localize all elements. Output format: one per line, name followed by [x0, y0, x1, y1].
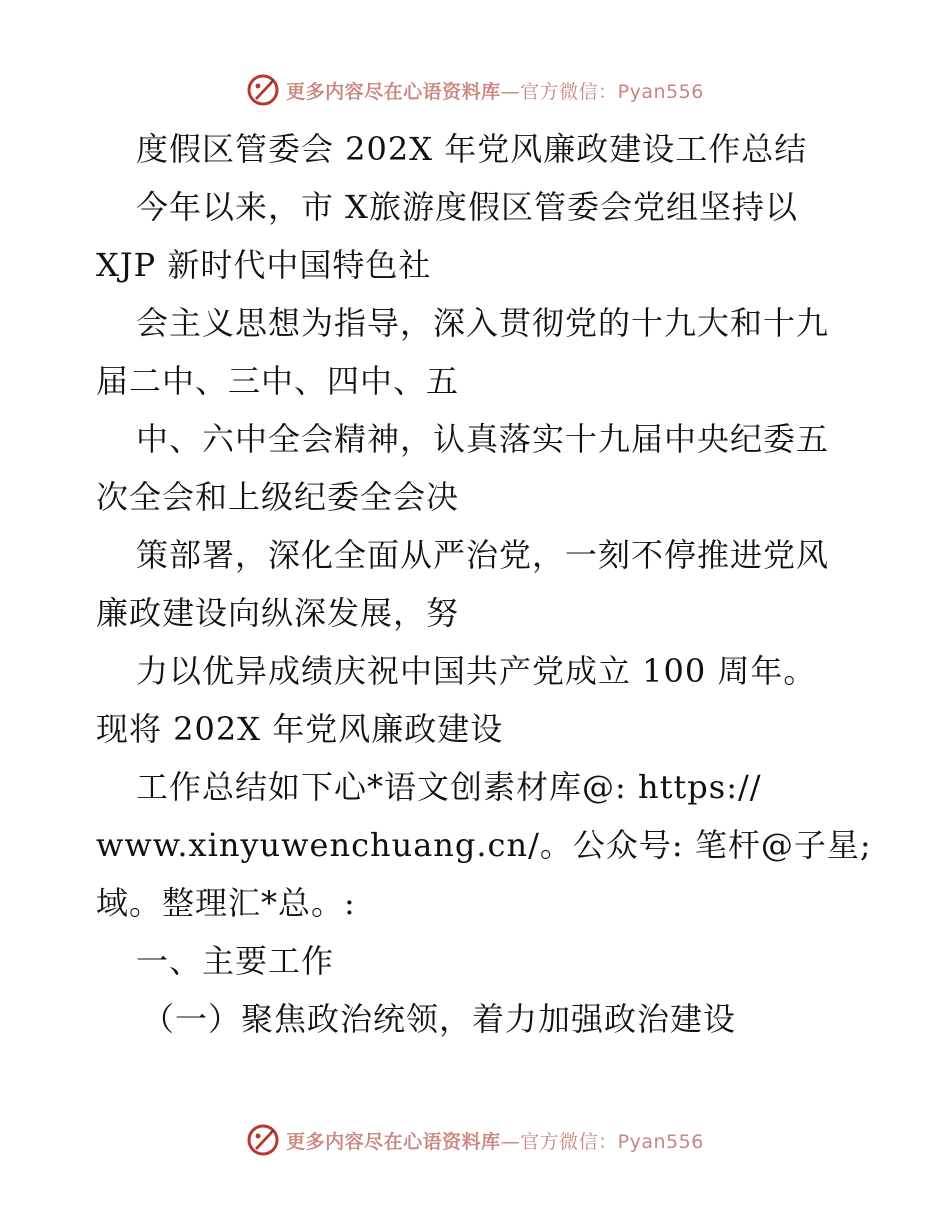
text-line: XJP 新时代中国特色社 [96, 246, 432, 284]
text-line: 现将 202X 年党风廉政建设 [96, 710, 504, 748]
text-line: 会主义思想为指导，深入贯彻党的十九大和十九 [136, 304, 830, 342]
watermark-banner-bottom [0, 1120, 950, 1160]
quill-pen-circle-icon [246, 73, 280, 107]
quill-pen-circle-icon [246, 1123, 280, 1157]
text-line: 一、主要工作 [136, 942, 335, 980]
watermark-text: 更多内容尽在心语资料库—官方微信：Pyan556 [286, 80, 704, 103]
text-line: www.xinyuwenchuang.cn/。公众号: 笔杆@子星; [96, 826, 872, 864]
text-line: 中、六中全会精神，认真落实十九届中央纪委五 [136, 420, 830, 458]
text-line: 今年以来，市 X旅游度假区管委会党组坚持以 [136, 188, 798, 226]
text-line: 策部署，深化全面从严治党，一刻不停推进党风 [136, 536, 830, 574]
text-line: 度假区管委会 202X 年党风廉政建设工作总结 [136, 130, 808, 168]
text-line: 工作总结如下心*语文创素材库@: https:// [136, 768, 762, 806]
document-body [96, 120, 872, 1048]
watermark-banner-top [0, 70, 950, 110]
text-line: 域。整理汇*总。: [96, 884, 356, 922]
text-line: 次全会和上级纪委全会决 [96, 478, 460, 516]
watermark-text: 更多内容尽在心语资料库—官方微信：Pyan556 [286, 1130, 704, 1153]
text-line: 廉政建设向纵深发展，努 [96, 594, 460, 632]
text-line: （一）聚焦政治统领，着力加强政治建设 [142, 1000, 737, 1038]
text-line: 届二中、三中、四中、五 [96, 362, 460, 400]
text-line: 力以优异成绩庆祝中国共产党成立 100 周年。 [136, 652, 817, 690]
